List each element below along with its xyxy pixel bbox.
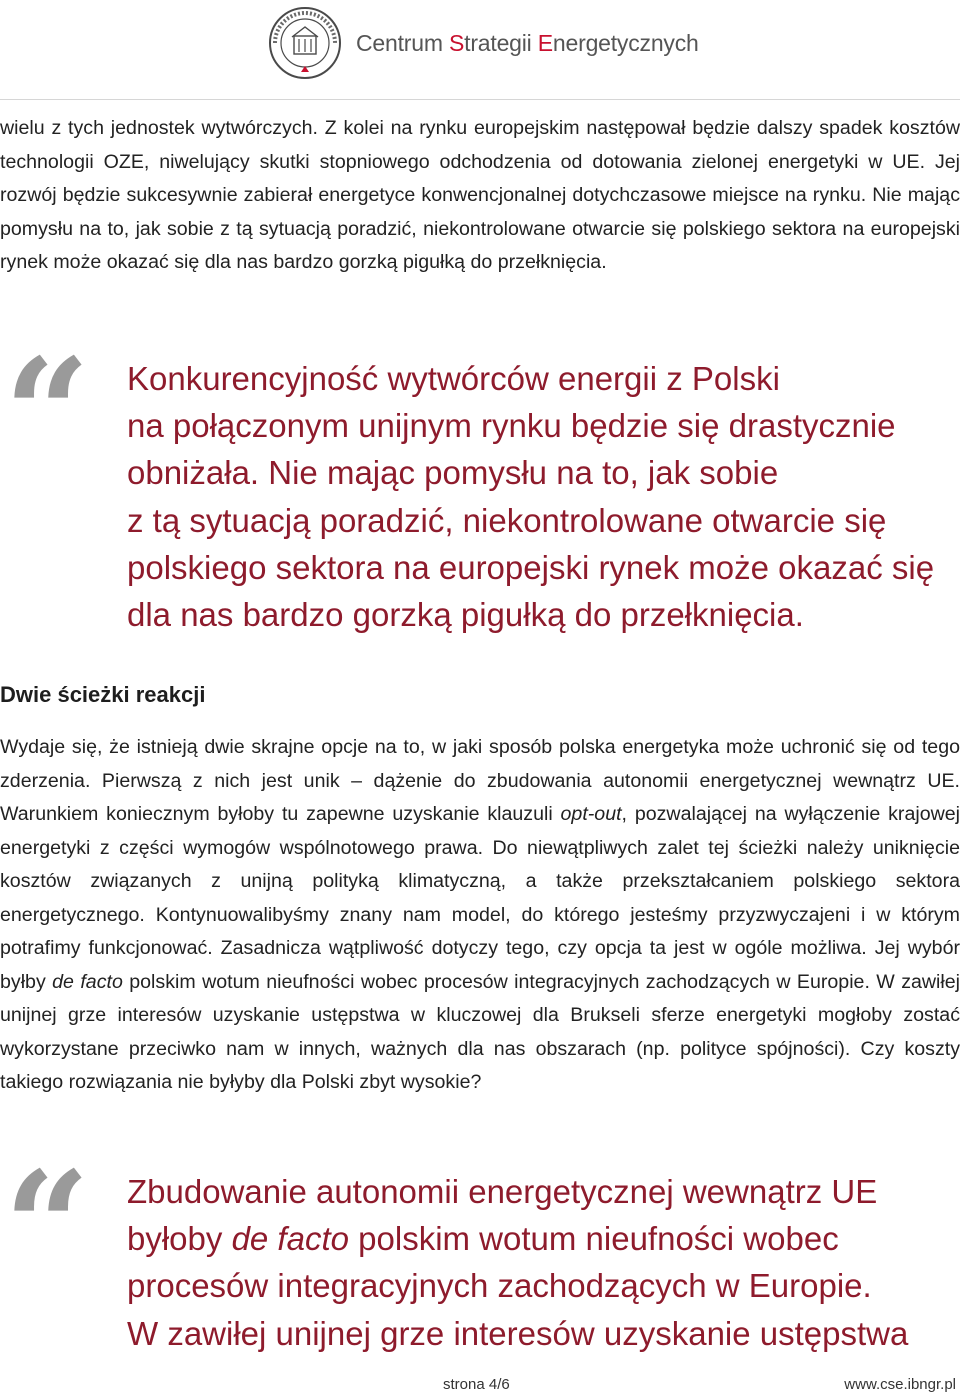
footer-url-link[interactable]: www.cse.ibngr.pl [844,1376,956,1393]
paragraph-2-part3: polskim wotum nieufności wobec procesów integracyjnych zachodzących w Europie. W zawiłej unijnej grze interesów uzyskanie ustępstwa w kluczowej dla Brukseli sferze energetyki mogłoby zostać wykorzystane przeciwko nam w innych, ważnych dla nas obszarach (np. polityce spójności). Czy koszty takiego rozwiązania nie byłyby dla Polski zbyt wysokie? [0,970,960,1093]
intro-paragraph [0,112,960,280]
pull-quote-2-text [127,1168,960,1357]
institute-seal-logo [268,6,342,80]
brand-e: E [537,30,553,56]
brand-part1: Centrum [356,30,449,56]
center-name [356,30,699,57]
brand-s: S [448,30,465,56]
brand-part3: nergetycznych [552,30,699,56]
page-number: strona 4/6 [443,1376,510,1393]
paragraph-2-emphasis-1: opt-out [560,803,622,825]
section-heading: Dwie ścieżki reakcji [0,682,206,707]
main-paragraph [0,731,960,1100]
pull-quote-2-part1: Zbudowanie autonomii energetycznej wewnątrz UE byłoby [127,1173,878,1258]
pull-quote-1-text: Konkurencyjność wytwórców energii z Polski na połączonym unijnym rynku będzie się drastycznie obniżała. Nie mając pomysłu na to, jak sobie z tą sytuacją poradzić, niekontrolowane otwarcie się polskiego sektora na europejski rynek może okazać się dla nas bardzo gorzką pigułką do przełknięcia. [127,360,935,634]
paragraph-2-part1: Wydaje się, że istnieją dwie skrajne opcje na to, w jaki sposób polska energetyka może uchronić się od tego zderzenia. Pierwszą z nich jest unik – dążenie do zbudowania autonomii energetycznej wewnątrz UE. Warunkiem koniecznym byłoby tu zapewne uzyskanie klauzuli [0,736,960,825]
pull-quote-2-part2: polskim wotum nieufności wobec procesów integracyjnych zachodzących w Europie. W zawiłej unijnej grze interesów uzyskanie ustępstwa [127,1220,909,1352]
page-header [0,0,960,100]
quote-mark-icon: “ [4,1139,91,1315]
pull-quote-2-emphasis: de facto [231,1220,349,1258]
paragraph-2-emphasis-2: de facto [52,970,123,993]
paragraph-2 [0,731,960,1100]
brand-part2: trategii [464,30,538,56]
quote-mark-icon: “ [4,326,91,502]
paragraph-2-part2: , pozwalającej na wyłączenie krajowej energetyki z części wymogów wspólnotowego prawa. Do niewątpliwych zalet tej ścieżki należy uniknięcie kosztów związanych z unijną polityką klimatyczną, a także przekształcaniem polskiego sektora energetycznego. Kontynuowalibyśmy znany nam model, do którego jesteśmy przyzwyczajeni i w którym potrafimy funkcjonować. Zasadnicza wątpliwość dotyczy tego, czy opcja ta jest w ogóle możliwa. Jej wybór byłby [0,803,960,993]
paragraph-1: wielu z tych jednostek wytwórczych. Z kolei na rynku europejskim następował będzie dalszy spadek kosztów technologii OZE, niwelujący skutki stopniowego odchodzenia od dotowania zielonej energetyki w UE. Jej rozwój będzie sukcesywnie zabierał energetyce konwencjonalnej dotychczasowe miejsce na rynku. Nie mając pomysłu na to, jak sobie z tą sytuacją poradzić, niekontrolowane otwarcie się polskiego sektora na europejski rynek może okazać się dla nas bardzo gorzką pigułką do przełknięcia. [0,117,960,273]
